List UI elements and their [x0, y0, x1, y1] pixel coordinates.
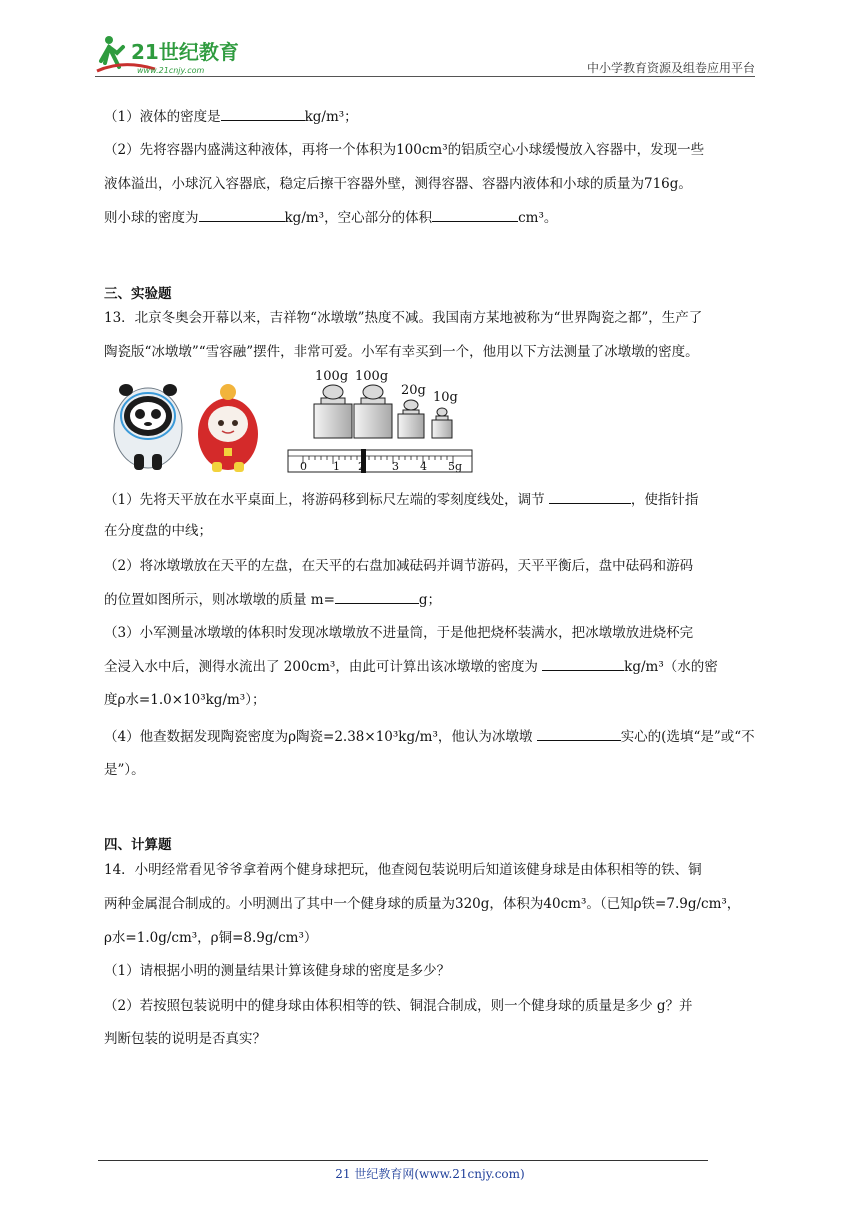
answer-blank[interactable]	[549, 489, 631, 504]
svg-text:www.21cnjy.com: www.21cnjy.com	[137, 66, 205, 75]
weight-100g-2	[354, 385, 392, 438]
q13-part2-line1: （2）将冰墩墩放在天平的左盘，在天平的右盘加减砝码并调节游码，天平平衡后，盘中砝码和游码	[104, 558, 694, 574]
ruler-tick-label: 4	[420, 460, 427, 473]
section-title-calculation: 四、计算题	[104, 837, 172, 853]
page-header	[95, 33, 755, 78]
footer-site: 21 世纪教育网(www.21cnjy.com)	[335, 1167, 525, 1181]
logo	[95, 33, 265, 77]
q14-line1: 14．小明经常看见爷爷拿着两个健身球把玩，他查阅包装说明后知道该健身球是由体积相等的铁、铜	[104, 862, 702, 878]
answer-blank[interactable]	[537, 726, 621, 741]
weight-label: 100g	[355, 369, 389, 384]
ruler-tick-label: 2	[358, 460, 365, 473]
answer-blank[interactable]	[542, 656, 624, 671]
q13-part3-line3: 度ρ水=1.0×10³kg/m³）；	[104, 692, 266, 708]
q14-part2-line1: （2）若按照包装说明中的健身球由体积相等的铁、铜混合制成，则一个健身球的质量是多少 g？并	[104, 998, 693, 1014]
svg-text:21世纪教育: 21世纪教育	[131, 40, 239, 64]
q14-part2-line2: 判断包装的说明是否真实？	[104, 1031, 266, 1047]
weight-10g	[432, 408, 452, 438]
ruler-tick-label: 3	[392, 460, 399, 473]
weight-label: 10g	[433, 390, 458, 405]
q13-part1-line1: （1）先将天平放在水平桌面上，将游码移到标尺左端的零刻度线处，调节 ，使指针指	[104, 489, 698, 510]
header-platform-label: 中小学教育资源及组卷应用平台	[586, 61, 755, 75]
q13-part4-line1: （4）他查数据发现陶瓷密度为ρ陶瓷=2.38×10³kg/m³，他认为冰墩墩 实心的(选填“是”或“不	[104, 726, 755, 747]
q12-part2-line2: 液体溢出，小球沉入容器底，稳定后擦干容器外壁，测得容器、容器内液体和小球的质量为716g。	[104, 176, 692, 192]
header-divider	[95, 76, 755, 77]
q13-part3-line2: 全浸入水中后，测得水流出了 200cm³，由此可计算出该冰墩墩的密度为 kg/m³（水的密	[104, 656, 718, 677]
q14-part1: （1）请根据小明的测量结果计算该健身球的密度是多少？	[104, 963, 451, 979]
answer-blank[interactable]	[432, 207, 518, 222]
answer-blank[interactable]	[335, 589, 419, 604]
q13-part3-line1: （3）小军测量冰墩墩的体积时发现冰墩墩放不进量筒，于是他把烧杯装满水，把冰墩墩放进烧杯完	[104, 625, 694, 641]
q13-part1-line2: 在分度盘的中线；	[104, 523, 212, 539]
answer-blank[interactable]	[199, 207, 285, 222]
ruler-tick-label: 0	[300, 460, 307, 473]
q12-part2-line1: （2）先将容器内盛满这种液体，再将一个体积为100cm³的铝质空心小球缓慢放入容器中，发现一些	[104, 142, 705, 158]
weight-label: 20g	[401, 383, 426, 398]
weight-100g-1	[314, 385, 352, 438]
q14-line3: ρ水=1.0g/cm³，ρ铜=8.9g/cm³）	[104, 930, 318, 946]
balance-weights-figure	[108, 368, 478, 476]
q12-part1: （1）液体的密度是 kg/m³；	[104, 106, 358, 127]
q13-part2-line2: 的位置如图所示，则冰墩墩的质量 m= g；	[104, 589, 441, 610]
bing-dwen-dwen-image	[114, 384, 182, 470]
ruler-tick-label: 5g	[448, 460, 463, 473]
q13-line1: 13．北京冬奥会开幕以来，吉祥物“冰墩墩”热度不减。我国南方某地被称为“世界陶瓷之都”，生产了	[104, 310, 703, 326]
q14-line2: 两种金属混合制成的。小明测出了其中一个健身球的质量为320g，体积为40cm³。（已知ρ铁=7.9g/cm³，	[104, 896, 741, 912]
answer-blank[interactable]	[221, 106, 305, 121]
shuey-rhon-rhon-image	[198, 384, 258, 472]
weights	[314, 385, 452, 438]
balance-ruler	[288, 449, 472, 473]
q13-part4-line2: 是”）。	[104, 762, 145, 778]
weight-label: 100g	[315, 369, 349, 384]
section-title-experiment: 三、实验题	[104, 286, 172, 302]
q13-line2: 陶瓷版“冰墩墩”“雪容融”摆件，非常可爱。小军有幸买到一个，他用以下方法测量了冰墩墩的密度。	[104, 344, 699, 360]
weight-20g	[398, 400, 424, 438]
q12-part2-line3: 则小球的密度为 kg/m³，空心部分的体积 cm³。	[104, 207, 557, 228]
footer-divider	[98, 1160, 708, 1161]
ruler-tick-label: 1	[333, 460, 340, 473]
